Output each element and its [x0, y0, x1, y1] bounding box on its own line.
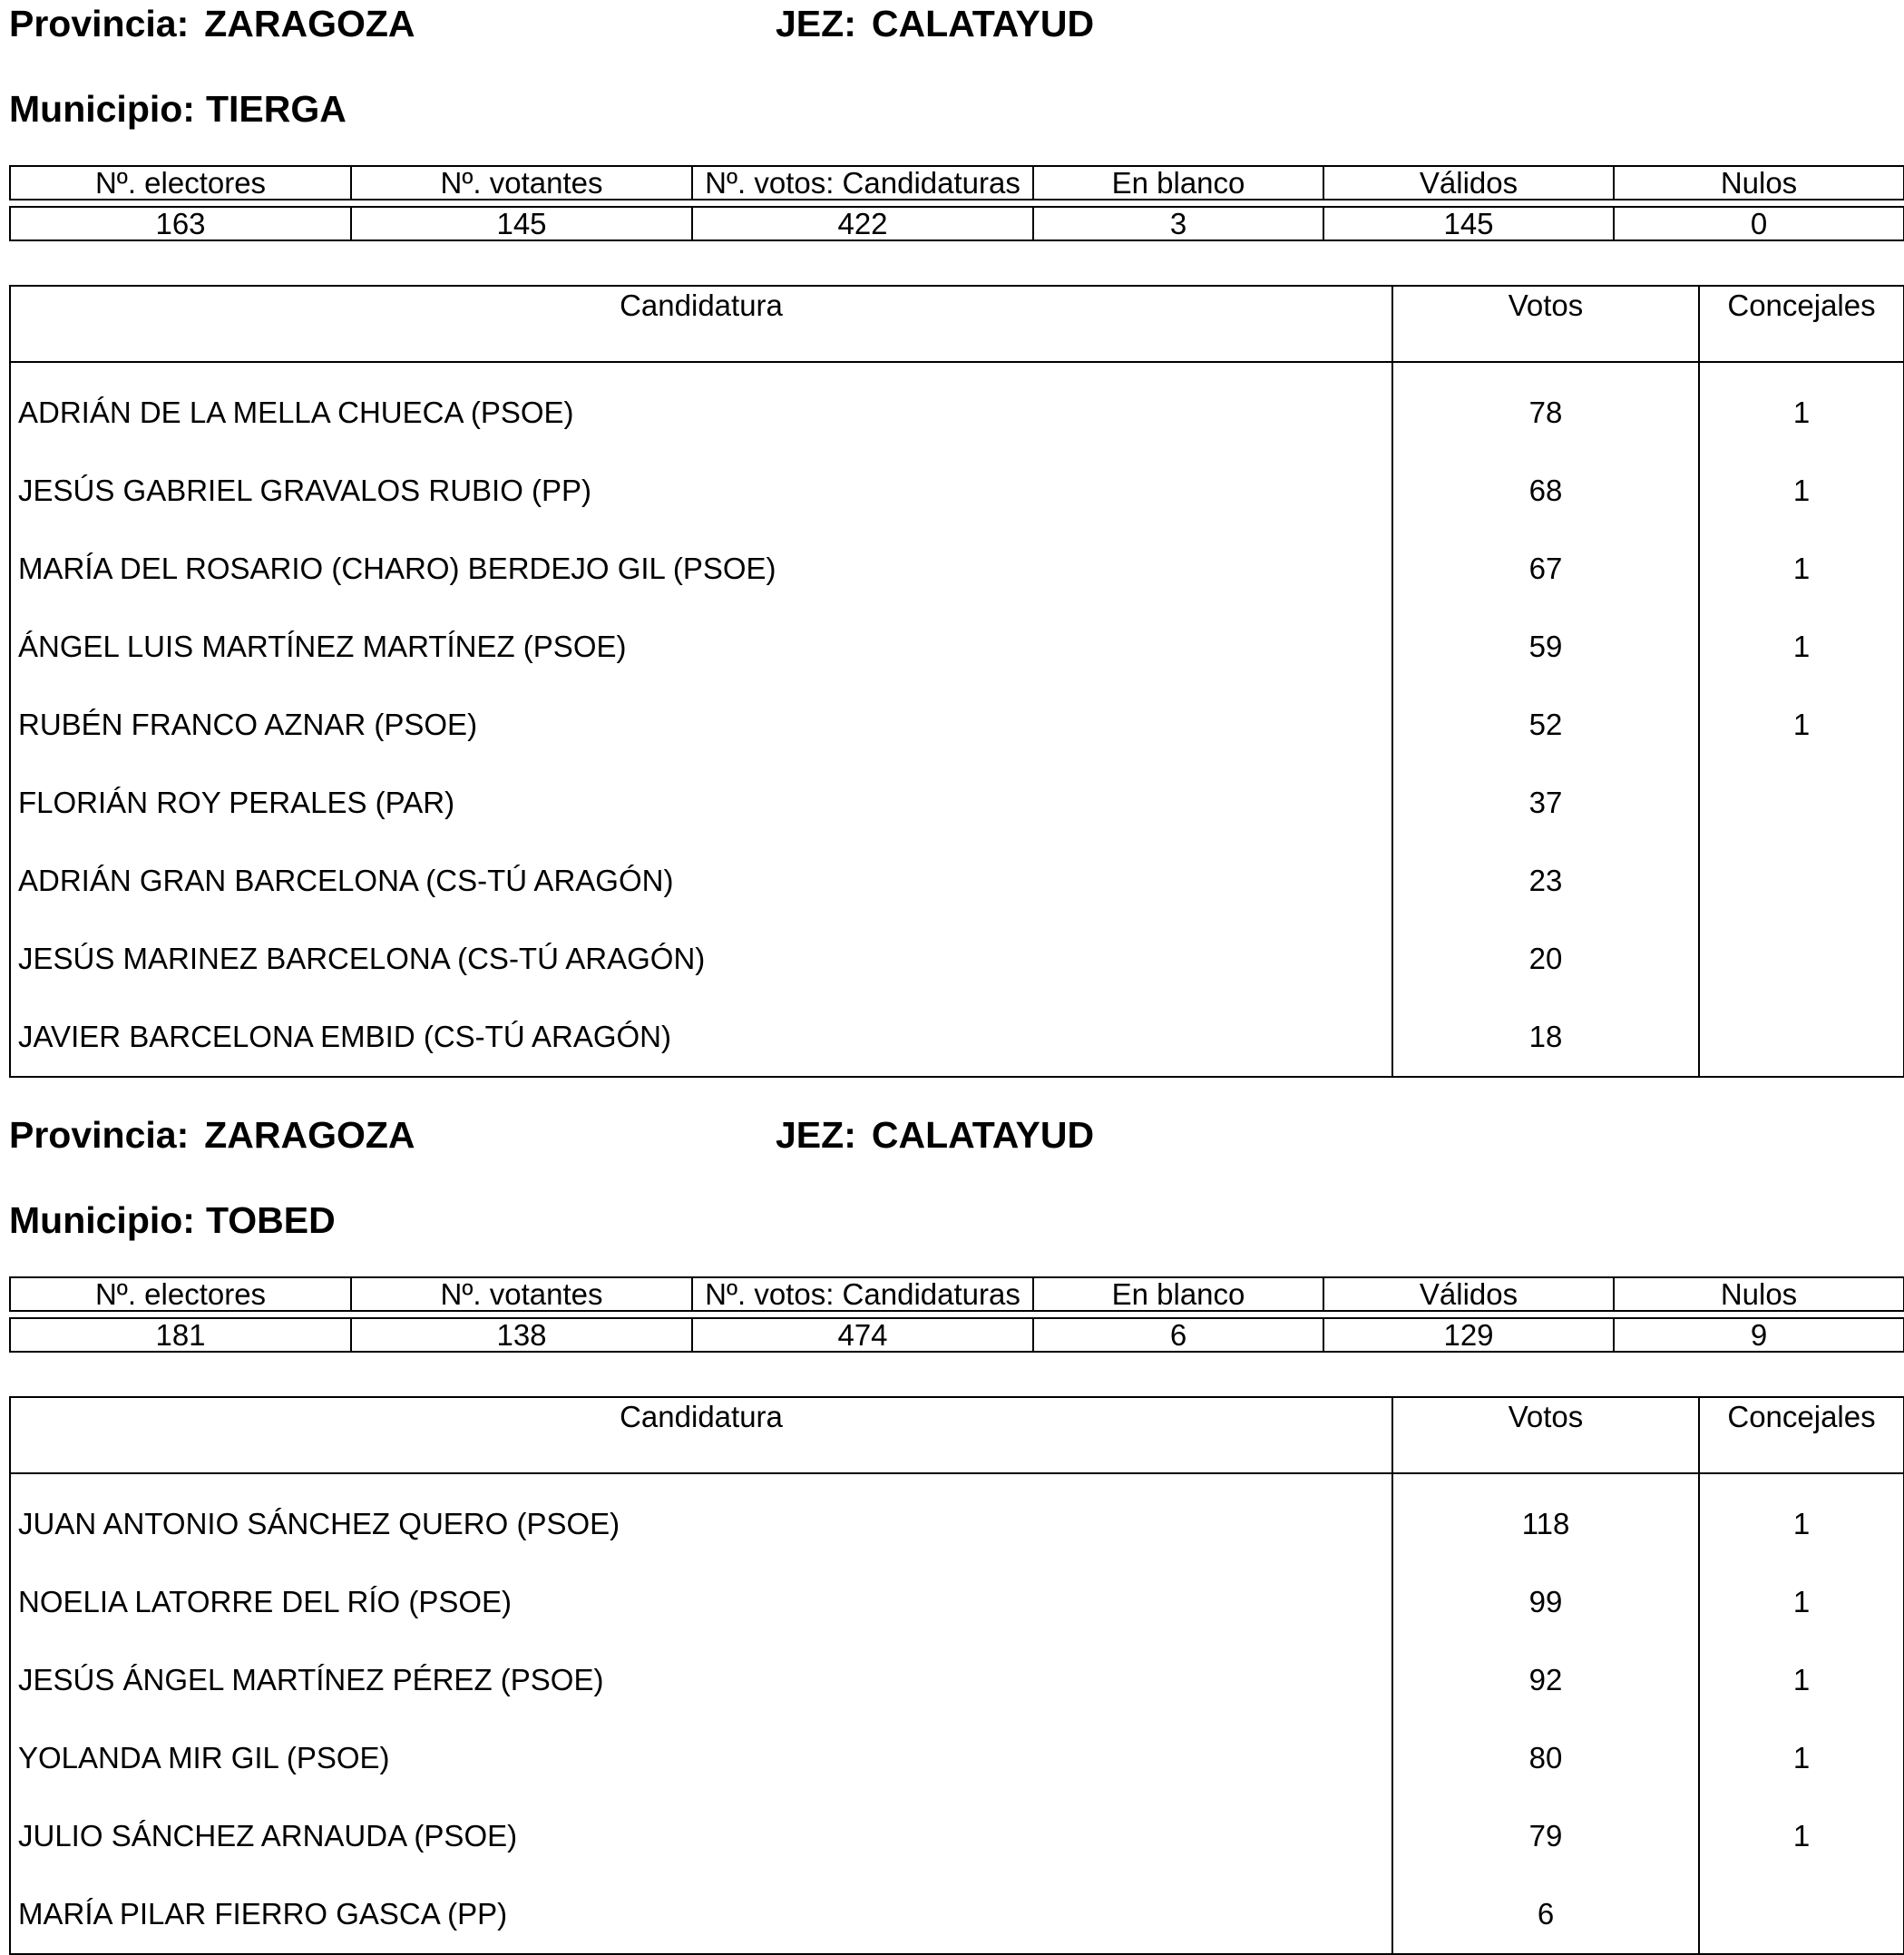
candidate-concejales: [1699, 998, 1904, 1077]
candidate-name: ADRIÁN GRAN BARCELONA (CS-TÚ ARAGÓN): [10, 842, 1392, 920]
candidate-votos: 59: [1392, 608, 1699, 686]
candidate-votos: 67: [1392, 530, 1699, 608]
candidate-name: ÁNGEL LUIS MARTÍNEZ MARTÍNEZ (PSOE): [10, 608, 1392, 686]
candidate-name: JUAN ANTONIO SÁNCHEZ QUERO (PSOE): [10, 1473, 1392, 1563]
candidatura-header: Candidatura: [10, 286, 1392, 362]
candidate-concejales: 1: [1699, 362, 1904, 452]
municipio-label: Municipio:: [9, 88, 195, 130]
table-row: [10, 1719, 1904, 1797]
stats-header-cell: Nº. electores: [10, 166, 351, 200]
candidate-name: MARÍA PILAR FIERRO GASCA (PP): [10, 1875, 1392, 1954]
candidate-concejales: [1699, 842, 1904, 920]
candidate-name: RUBÉN FRANCO AZNAR (PSOE): [10, 686, 1392, 764]
candidate-concejales: 1: [1699, 1473, 1904, 1563]
votos-header: Votos: [1392, 286, 1699, 362]
stats-value-cell: 0: [1614, 207, 1904, 240]
stats-header-cell: Nº. votos: Candidaturas: [692, 1277, 1033, 1311]
table-row: [10, 842, 1904, 920]
candidatura-header: Candidatura: [10, 1397, 1392, 1473]
stats-value-cell: 3: [1033, 207, 1323, 240]
jez-value: CALATAYUD: [871, 3, 1095, 44]
candidate-concejales: [1699, 920, 1904, 998]
stats-header-cell: En blanco: [1033, 1277, 1323, 1311]
candidate-concejales: 1: [1699, 1719, 1904, 1797]
candidate-concejales: 1: [1699, 1641, 1904, 1719]
municipio-heading: [9, 88, 347, 130]
stats-table: [9, 165, 1904, 241]
stats-value-cell: 474: [692, 1318, 1033, 1352]
candidate-concejales: 1: [1699, 1797, 1904, 1875]
candidate-name: JULIO SÁNCHEZ ARNAUDA (PSOE): [10, 1797, 1392, 1875]
stats-header-row: [10, 1277, 1904, 1311]
stats-header-cell: Válidos: [1323, 166, 1614, 200]
table-row: [10, 1875, 1904, 1954]
stats-header-cell: Nº. votos: Candidaturas: [692, 166, 1033, 200]
table-row: [10, 608, 1904, 686]
candidate-votos: 52: [1392, 686, 1699, 764]
candidate-concejales: 1: [1699, 686, 1904, 764]
stats-table: [9, 1276, 1904, 1353]
candidate-votos: 68: [1392, 452, 1699, 530]
concejales-header: Concejales: [1699, 1397, 1904, 1473]
municipio-value: TOBED: [205, 1199, 336, 1241]
table-row: [10, 920, 1904, 998]
candidate-concejales: [1699, 764, 1904, 842]
table-row: [10, 362, 1904, 452]
candidates-table: [9, 285, 1904, 1078]
candidate-name: NOELIA LATORRE DEL RÍO (PSOE): [10, 1563, 1392, 1641]
stats-value-cell: 181: [10, 1318, 351, 1352]
stats-value-cell: 145: [351, 207, 692, 240]
province-value: ZARAGOZA: [204, 1114, 415, 1156]
stats-header-row: [10, 166, 1904, 200]
stats-value-cell: 138: [351, 1318, 692, 1352]
candidate-votos: 18: [1392, 998, 1699, 1077]
province-heading: [9, 1114, 415, 1156]
candidate-name: JESÚS MARINEZ BARCELONA (CS-TÚ ARAGÓN): [10, 920, 1392, 998]
stats-value-cell: 422: [692, 207, 1033, 240]
candidate-concejales: 1: [1699, 452, 1904, 530]
candidates-header-row: [10, 286, 1904, 362]
candidate-name: JESÚS ÁNGEL MARTÍNEZ PÉREZ (PSOE): [10, 1641, 1392, 1719]
province-label: Provincia:: [9, 1114, 190, 1156]
candidate-name: JESÚS GABRIEL GRAVALOS RUBIO (PP): [10, 452, 1392, 530]
concejales-header: Concejales: [1699, 286, 1904, 362]
jez-label: JEZ:: [776, 1114, 856, 1156]
province-heading: [9, 5, 415, 43]
candidate-name: JAVIER BARCELONA EMBID (CS-TÚ ARAGÓN): [10, 998, 1392, 1077]
candidates-table: [9, 1396, 1904, 1955]
candidate-votos: 23: [1392, 842, 1699, 920]
stats-header-cell: Nº. electores: [10, 1277, 351, 1311]
table-row: [10, 998, 1904, 1077]
jez-heading: [776, 1114, 1095, 1156]
candidate-name: YOLANDA MIR GIL (PSOE): [10, 1719, 1392, 1797]
candidate-votos: 92: [1392, 1641, 1699, 1719]
stats-value-row: [10, 207, 1904, 240]
municipio-value: TIERGA: [205, 88, 347, 130]
table-row: [10, 686, 1904, 764]
stats-header-cell: En blanco: [1033, 166, 1323, 200]
municipio-label: Municipio:: [9, 1199, 195, 1241]
stats-value-row: [10, 1318, 1904, 1352]
stats-header-cell: Nº. votantes: [351, 166, 692, 200]
candidate-votos: 99: [1392, 1563, 1699, 1641]
table-row: [10, 452, 1904, 530]
candidates-header-row: [10, 1397, 1904, 1473]
table-row: [10, 530, 1904, 608]
candidate-concejales: 1: [1699, 530, 1904, 608]
candidate-concejales: [1699, 1875, 1904, 1954]
candidate-name: ADRIÁN DE LA MELLA CHUECA (PSOE): [10, 362, 1392, 452]
votos-header: Votos: [1392, 1397, 1699, 1473]
jez-label: JEZ:: [776, 3, 856, 44]
table-row: [10, 1641, 1904, 1719]
table-row: [10, 1797, 1904, 1875]
candidate-votos: 78: [1392, 362, 1699, 452]
candidate-name: MARÍA DEL ROSARIO (CHARO) BERDEJO GIL (PSOE): [10, 530, 1392, 608]
stats-header-cell: Nulos: [1614, 166, 1904, 200]
candidate-votos: 6: [1392, 1875, 1699, 1954]
candidate-concejales: 1: [1699, 608, 1904, 686]
jez-value: CALATAYUD: [871, 1114, 1095, 1156]
stats-value-cell: 6: [1033, 1318, 1323, 1352]
candidate-votos: 80: [1392, 1719, 1699, 1797]
stats-value-cell: 163: [10, 207, 351, 240]
stats-header-cell: Nulos: [1614, 1277, 1904, 1311]
municipio-heading: [9, 1199, 336, 1241]
stats-value-cell: 145: [1323, 207, 1614, 240]
table-row: [10, 764, 1904, 842]
stats-value-cell: 129: [1323, 1318, 1614, 1352]
candidate-votos: 20: [1392, 920, 1699, 998]
candidate-votos: 79: [1392, 1797, 1699, 1875]
table-row: [10, 1563, 1904, 1641]
table-row: [10, 1473, 1904, 1563]
candidate-name: FLORIÁN ROY PERALES (PAR): [10, 764, 1392, 842]
stats-header-cell: Válidos: [1323, 1277, 1614, 1311]
jez-heading: [776, 5, 1094, 43]
stats-value-cell: 9: [1614, 1318, 1904, 1352]
province-label: Provincia:: [9, 3, 190, 44]
candidate-concejales: 1: [1699, 1563, 1904, 1641]
province-value: ZARAGOZA: [204, 3, 415, 44]
stats-header-cell: Nº. votantes: [351, 1277, 692, 1311]
candidate-votos: 118: [1392, 1473, 1699, 1563]
candidate-votos: 37: [1392, 764, 1699, 842]
